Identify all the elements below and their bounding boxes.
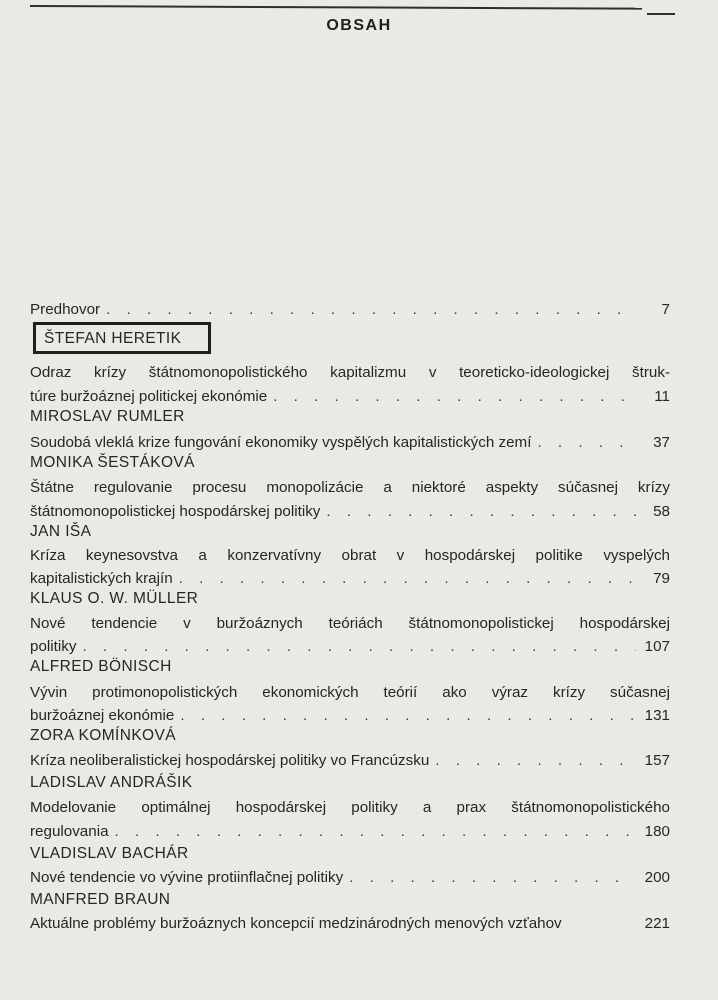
page-number: 7: [661, 301, 670, 318]
page-number: 58: [653, 503, 670, 520]
boxed-author: [33, 322, 211, 354]
author-name: MIROSLAV RUMLER: [30, 408, 185, 425]
dot-leader: [537, 433, 636, 453]
page-number: 11: [654, 388, 670, 405]
dot-leader: [326, 502, 636, 522]
author-name: MONIKA ŠESTÁKOVÁ: [30, 454, 195, 471]
entry-title-text: túre buržoáznej politickej ekonómie: [30, 388, 268, 405]
entry-title-line: Kríza keynesovstva a konzervatívny obrat v hospodárskej politike vyspelých: [30, 547, 670, 564]
entry-title-last: [30, 502, 670, 522]
entry-title-last: [30, 569, 670, 589]
dot-leader: [179, 569, 636, 589]
entry-title-text: Nové tendencie vo vývine protiinflačnej politiky: [30, 869, 344, 886]
page-number: 107: [644, 638, 670, 655]
entry-title-text: Aktuálne problémy buržoáznych koncepcií medzinárodných menových vzťahov: [30, 915, 562, 932]
entry-title-last: [30, 637, 670, 657]
author-name: JAN IŠA: [30, 523, 92, 540]
entry-title-last: [30, 822, 670, 842]
entry-title-text: štátnomonopolistickej hospodárskej politiky: [30, 503, 321, 520]
page-number: 131: [644, 707, 670, 724]
entry-title-last: [30, 914, 670, 934]
entry-title-line: Odraz krízy štátnomonopolistického kapitalizmu v teoreticko-ideologickej štruk-: [30, 364, 670, 381]
page-number: 221: [644, 915, 670, 932]
entry-title-text: politiky: [30, 638, 77, 655]
entry-title-line: Štátne regulovanie procesu monopolizácie a niektoré aspekty súčasnej krízy: [30, 479, 670, 496]
page-title: OBSAH: [326, 17, 392, 34]
author-name: ALFRED BÖNISCH: [30, 658, 172, 675]
entry-title-text: buržoáznej ekonómie: [30, 707, 175, 724]
dot-leader: [180, 706, 636, 726]
author-name: VLADISLAV BACHÁR: [30, 845, 189, 862]
dot-leader: [115, 822, 636, 842]
entry-title-line: Vývin protimonopolistických ekonomických teórií ako výraz krízy súčasnej: [30, 684, 670, 701]
author-name: MANFRED BRAUN: [30, 891, 171, 908]
dot-leader: [273, 387, 636, 407]
entry-title-line: Nové tendencie v buržoáznych teóriách štátnomonopolistickej hospodárskej: [30, 615, 670, 632]
page-number: 37: [653, 434, 670, 451]
entry-title-text: regulovania: [30, 823, 109, 840]
page-number: 180: [644, 823, 670, 840]
entry-title-last: [30, 387, 670, 407]
entry-title-text: kapitalistických krajín: [30, 570, 173, 587]
dot-leader: [82, 637, 636, 657]
page-number: 157: [644, 752, 670, 769]
entry-title-last: [30, 706, 670, 726]
toc-preface: [30, 300, 670, 320]
dot-leader: [435, 751, 636, 771]
entry-title-text: Kríza neoliberalistickej hospodárskej politiky vo Francúzsku: [30, 752, 430, 769]
page-number: 79: [653, 570, 670, 587]
author-name: ZORA KOMÍNKOVÁ: [30, 727, 176, 744]
entry-title-last: [30, 433, 670, 453]
preface-label: Predhovor: [30, 301, 101, 318]
page-number: 200: [644, 869, 670, 886]
entry-title-text: Soudobá vleklá krize fungování ekonomiky vyspělých kapitalistických zemí: [30, 434, 532, 451]
dot-leader: [106, 300, 636, 320]
author-name: KLAUS O. W. MÜLLER: [30, 590, 199, 607]
entry-title-line: Modelovanie optimálnej hospodárskej politiky a prax štátnomonopolistického: [30, 799, 670, 816]
dot-leader: [349, 868, 636, 888]
entry-title-last: [30, 751, 670, 771]
author-name: LADISLAV ANDRÁŠIK: [30, 774, 193, 791]
entry-title-last: [30, 868, 670, 888]
author-name: ŠTEFAN HERETIK: [44, 330, 182, 347]
